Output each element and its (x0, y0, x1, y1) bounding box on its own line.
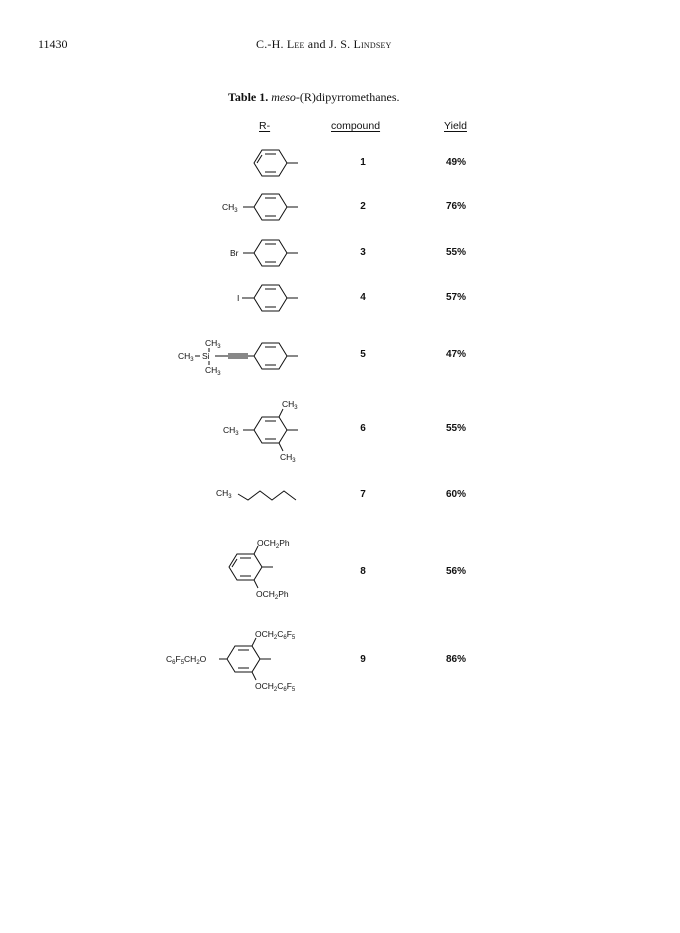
ch3-label: $CH_3$ (205, 365, 221, 377)
benzyloxy-label: $OCH_2Ph$ (256, 589, 289, 601)
si-label: Si (202, 351, 210, 361)
yield-value: 57% (446, 292, 467, 303)
yield-value: 55% (446, 423, 467, 434)
structure-mesityl (223, 399, 298, 464)
running-head-text-1: C.-H. (256, 37, 287, 51)
structure-p-bromophenyl (230, 240, 298, 266)
running-head-author2: Lindsey (353, 37, 392, 51)
structure-p-iodophenyl (237, 285, 298, 311)
pentafluorobenzyloxy-label: $OCH_2C_6F_5$ (255, 629, 296, 641)
structure-n-hexyl (216, 488, 296, 500)
structure-tms-ethynylphenyl (178, 338, 298, 377)
i-label: I (237, 293, 240, 303)
compound-number: 1 (360, 157, 366, 168)
structure-bis-benzyloxyphenyl (229, 538, 290, 601)
yield-value: 86% (446, 654, 467, 665)
benzyloxy-label: $OCH_2Ph$ (257, 538, 290, 550)
yield-value: 60% (446, 489, 467, 500)
compound-number: 8 (360, 566, 366, 577)
running-head-author1: Lee (286, 37, 305, 51)
structure-phenyl (254, 150, 298, 176)
ch3-label: $CH_3$ (282, 399, 298, 411)
ch3-label: $CH_3$ (223, 425, 239, 437)
ch3-label: $CH_3$ (216, 488, 232, 500)
ch3-label: $CH_3$ (280, 452, 296, 464)
compound-number: 4 (360, 292, 366, 303)
table-caption-label: Table 1. (228, 90, 269, 104)
yield-value: 49% (446, 157, 467, 168)
yield-value: 47% (446, 349, 467, 360)
compound-number: 9 (360, 654, 366, 665)
structure-tris-pentafluorobenzyloxyphenyl (166, 629, 296, 693)
table-caption-italic: meso (271, 90, 296, 104)
compound-number: 5 (360, 349, 366, 360)
column-header-compound: compound (331, 120, 381, 132)
ch3-label: $CH_3$ (222, 202, 238, 214)
yield-value: 76% (446, 201, 467, 212)
compound-number: 7 (360, 489, 366, 500)
compound-number: 2 (360, 201, 366, 212)
column-header-r: R- (259, 120, 271, 132)
compound-number: 3 (360, 247, 366, 258)
running-head-text-2: and J. S. (304, 37, 354, 51)
yield-value: 56% (446, 566, 467, 577)
pentafluorobenzyloxy-label: $OCH_2C_6F_5$ (255, 681, 296, 693)
column-header-yield: Yield (444, 120, 467, 132)
pentafluorobenzyloxy-label: $C_6F_5CH_2O$ (166, 654, 207, 666)
page-number: 11430 (38, 37, 68, 51)
ch3-label: $CH_3$ (178, 351, 194, 363)
ch3-label: $CH_3$ (205, 338, 221, 350)
compound-number: 6 (360, 423, 366, 434)
table-caption-text: -(R)dipyrromethanes. (295, 90, 400, 104)
structure-p-tolyl (222, 194, 298, 220)
br-label: Br (230, 248, 239, 258)
yield-value: 55% (446, 247, 467, 258)
